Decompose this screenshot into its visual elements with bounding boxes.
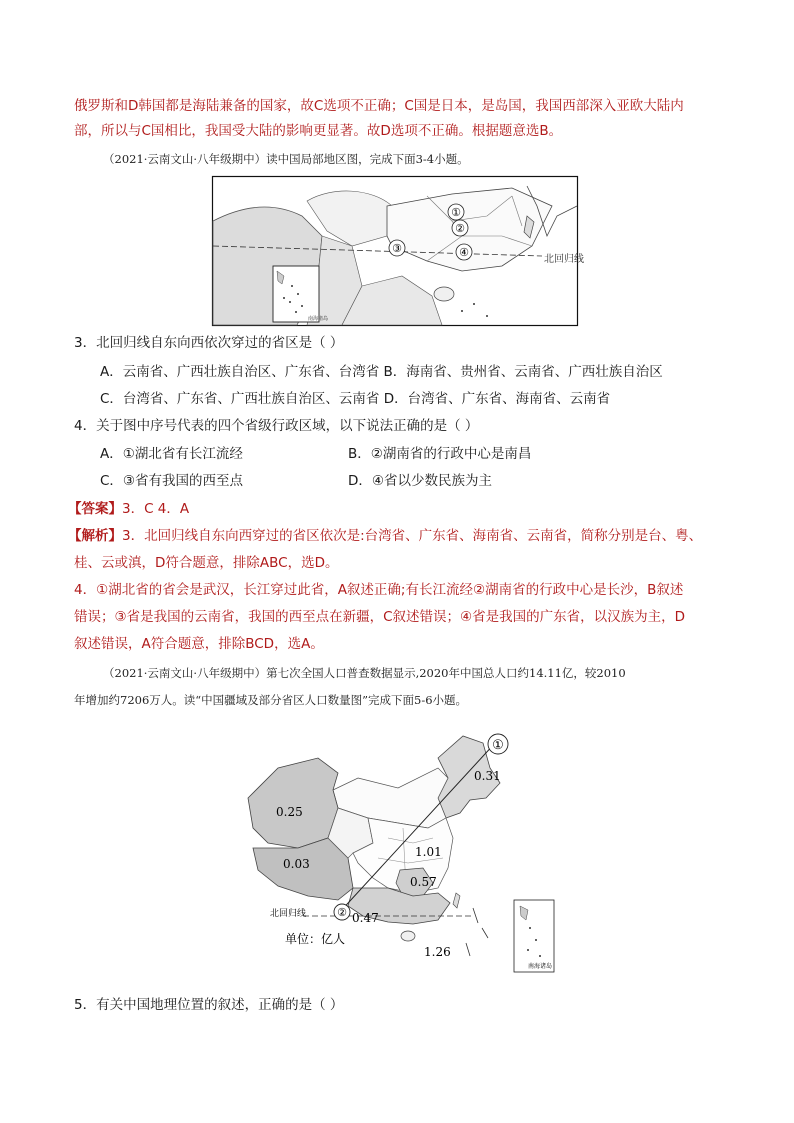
map-label: ④	[459, 246, 469, 259]
explanation-line: 【解析】3．北回归线自东向西穿过的省区依次是:台湾省、广东省、海南省、云南省，简称分别是台、粤、	[68, 528, 703, 544]
map-marker: ①	[492, 738, 504, 753]
population-value: 0.31	[474, 769, 501, 783]
explanation-line: 叙述错误，A符合题意，排除BCD，选A。	[74, 636, 324, 652]
population-value: 0.03	[283, 857, 310, 871]
explanation-line: 错误；③省是我国的云南省，我国的西至点在新疆，C叙述错误；④省是我国的广东省，以汉族为主，D	[74, 609, 686, 625]
population-value: 0.57	[410, 875, 437, 889]
question-group-stem: （2021·云南文山·八年级期中）读中国局部地区图，完成下面3-4小题。	[103, 152, 469, 166]
question-5-stem: 5．有关中国地理位置的叙述，正确的是（ ）	[74, 997, 344, 1013]
map-label: ③	[392, 242, 402, 255]
analysis-line: 俄罗斯和D韩国都是海陆兼备的国家，故C选项不正确；C国是日本，是岛国，我国西部深入亚欧大陆内	[74, 98, 684, 114]
population-value: 0.47	[352, 911, 379, 925]
question-4-option-c: C．③省有我国的西至点	[100, 473, 244, 489]
population-value: 0.25	[276, 805, 303, 819]
explanation-line: 4．①湖北省的省会是武汉，长江穿过此省，A叙述正确;有长江流经②湖南省的行政中心是长沙，B叙述	[74, 582, 684, 598]
answer-tag: 【答案】	[68, 501, 122, 517]
question-group-stem: 年增加约7206万人。读“中国疆域及部分省区人口数量图”完成下面5-6小题。	[74, 693, 468, 707]
population-value: 1.26	[424, 945, 451, 959]
explanation-tag: 【解析】	[68, 528, 122, 544]
answer-line	[68, 500, 189, 518]
unit-label: 单位：亿人	[285, 932, 346, 946]
question-group-stem: （2021·云南文山·八年级期中）第七次全国人口普查数据显示,2020年中国总人口约14.11亿，较2010	[103, 666, 626, 680]
explanation-line: 桂、云或滇，D符合题意，排除ABC，选D。	[74, 555, 339, 571]
map-label: ①	[451, 206, 461, 219]
question-4-option-d: D．④省以少数民族为主	[348, 473, 492, 489]
inset-label: 南海诸岛	[308, 316, 329, 322]
question-4-option-a: A．①湖北省有长江流经	[100, 446, 243, 462]
inset-label: 南海诸岛	[528, 963, 553, 970]
tropic-label: 北回归线	[270, 909, 307, 919]
map-southern-china	[212, 176, 584, 326]
answer-text: 3．C 4．A	[122, 501, 190, 517]
question-3-options: C．台湾省、广东省、广西壮族自治区、云南省 D．台湾省、广东省、海南省、云南省	[100, 391, 611, 407]
tropic-label: 北回归线	[544, 254, 584, 265]
population-value: 1.01	[415, 845, 442, 859]
question-4-stem: 4．关于图中序号代表的四个省级行政区域，以下说法正确的是（ ）	[74, 418, 479, 434]
map-label: ②	[455, 222, 465, 235]
map-marker: ②	[337, 906, 347, 919]
question-3-stem: 3．北回归线自东向西依次穿过的省区是（ ）	[74, 335, 344, 351]
question-4-option-b: B．②湖南省的行政中心是南昌	[348, 446, 532, 462]
analysis-line: 部，所以与C国相比，我国受大陆的影响更显著。故D选项不正确。根据题意选B。	[74, 123, 563, 139]
map-china-population	[238, 728, 558, 980]
question-3-options: A．云南省、广西壮族自治区、广东省、台湾省 B．海南省、贵州省、云南省、广西壮族自治区	[100, 364, 663, 380]
